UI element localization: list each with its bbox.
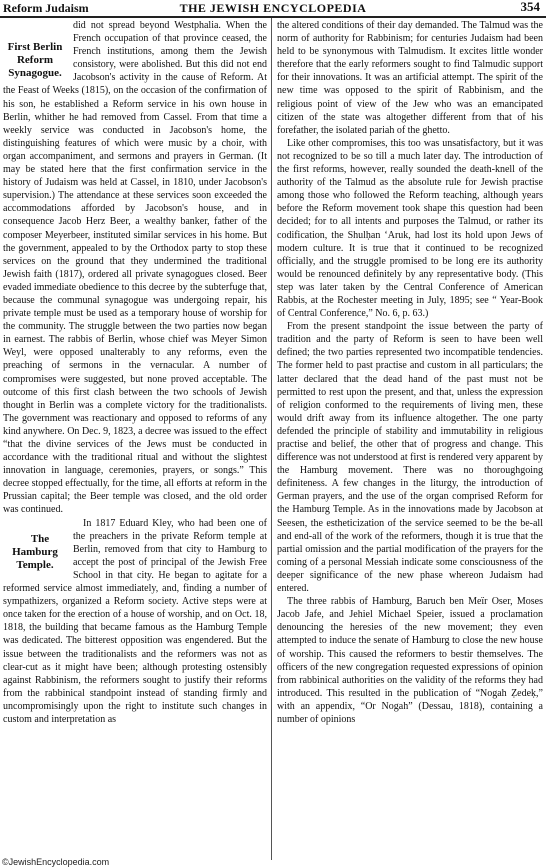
publication-title: THE JEWISH ENCYCLOPEDIA [179,1,367,15]
paragraph-right-2: Like other compromises, this too was unsatisfactory, but it was not recognized to be so till a much later day. The introduction of the first reforms, however, really sounded the death-knell of the authority of the Talmud as the absolute rule for Jewish practise among those who followed the Reform teaching, although years before the Reform movement took shape this question had been decided; for to all intents and purposes the Talmud, or rather its codification, the Shulḥan ‘Aruk, had lost its hold upon Jews of modern culture. It is true that it continued to be recognized officially, and the struggle promised to be long ere its authority would be renounced definitely by any representative body. (This step was later taken by the Central Conference of American Rabbis, at the Rochester meeting in July, 1895; see “ Year-Book of Central Conference,” No. 6, p. 63.) [277,137,543,320]
paragraph-right-4: The three rabbis of Hamburg, Baruch ben Meïr Oser, Moses Jacob Jafe, and Jehiel Michael Speier, issued a proclamation denouncing the heresies of the new movement; they even attempted to induce the senate of Hamburg to close the new house of worship. This caused the reformers to bestir themselves. The officers of the new congregation requested expressions of opinion from rabbinical authorities on the validity of the reforms they had introduced. This resulted in the publication of “Nogah Ẓedeḳ,” with an appendix, “Or Nogah” (Dessau, 1818), containing a number of opinions [277,596,543,725]
section-title: Reform Judaism [3,1,89,15]
marginal-heading-first-berlin-reform-synagogue: First Berlin Reform Synagogue. [7,41,63,79]
left-column [3,19,267,857]
page-number: 354 [520,0,540,14]
paragraph-left-1: did not spread beyond Westphalia. When the French occupation of that province ceased, the French institutions, among them the Jewish consistory, were abolished. But this did not end Jacobson's activity in the cause of Reform. At the Feast of Weeks (1815), on the occasion of the confirmation of his son, he established a Reform service in his own house in Berlin, whither he had removed from Cassel. From that time a weekly service was conducted in Jacobson's home, the distinguishing features of which were music by a choir, with organ accompaniment, and sermons and prayers in German. (It may be stated here that the first confirmation service in the history of Judaism was held at Cassel, in 1810, under Jacobson's supervision.) The attendance at these services soon exceeded the accommodations afforded by Jacobson's house, and in consequence Jacob Herz Beer, a wealthy banker, father of the composer Meyerbeer, instituted similar services in his home. But the government, appealed to by the Orthodox party to stop these services on the ground that they undermined the traditional Jewish faith (1817), ordered all private synagogues closed. Beer evaded immediate obedience to this decree by the subterfuge that, because the communal synagogue was undergoing repair, his private temple must be used as a temporary house of worship for the community. The struggle between the two parties now began in earnest. The rabbis of Berlin, whose chief was Meyer Simon Weyl, were opposed unalterably to any reforms, even the preaching of sermons in the vernacular. A number of compromises were suggested, but none proved acceptable. The outcome of this first clash between the two schools of Jewish thought in Berlin was a complete victory for the traditionalists. The government was reactionary and opposed to reforms of any kind anywhere. On Dec. 9, 1823, a decree was issued to the effect “that the divine services of the Jews must be conducted in accordance with the traditional ritual and without the slightest innovation in language, ceremonies, prayers, or songs.” This decree stopped effectually, for the time, all efforts at reform in the Prussian capital; the Beer temple was closed, and the old order was continued. [3,20,267,516]
paragraph-right-3: From the present standpoint the issue between the party of tradition and the party of Reform is seen to have been well defined; the two parties represented two incompatible tendencies. The former held to past practise and custom in all particulars; the latter declared that the dead hand of the past must not be permitted to rest upon the present, and that, unless the expression of religion conformed to the requirements of living men, these would drift away from its influence altogether. The one party defended the principle of stability and immutability in religious practise and belief, the other that of progress and change. This difference was not understood at first is rendered very apparent by the Hamburg movement. There was no thoroughgoing definiteness. A few changes in the liturgy, the introduction of German prayers, and the use of the organ comprised Reform for the Hamburg Temple. As in the innovations made by Jacobson at Seesen, the estheticization of the service seemed to be the be-all and end-all of the work of the reformers, though it is true that the partial omission and the partial modification of the prayers for the coming of a personal Messiah indicate some consciousness of the deeper significance of the new phase whereon Judaism had entered. [277,321,543,595]
right-column [277,19,543,857]
running-header [0,0,546,18]
paragraph-left-2: In 1817 Eduard Kley, who had been one of the preachers in the private Reform temple at Berlin, removed from that city to Hamburg to accept the post of principal of the Jewish Free School in that city. He began to agitate for a reformed service almost immediately, and, finding a number of sympathizers, organized a Reform society. Active steps were at once taken for the erection of a house of worship, and on Oct. 18, 1818, the building that became famous as the Hamburg Temple was dedicated. The bitterest opposition was engendered. But the issue between the traditionalists and the reformers was not as clear-cut as it might have been; although protesting ostensibly against Rabbinism, the reformers sought to justify their reforms from the rabbinical standpoint instead of standing firmly and uncompromisingly upon the right to institute such changes in custom and interpretation as [3,517,267,725]
copyright-watermark: ©JewishEncyclopedia.com [2,857,110,867]
marginal-heading-hamburg-temple: The Hamburg Temple. [12,532,58,571]
paragraph-right-1: the altered conditions of their day demanded. The Talmud was the norm of authority for Rabbinism; for centuries Judaism had been held to be synonymous with Talmudism. It excites little wonder therefore that the early reformers sought to find Talmudic support for their innovations. It was an artificial attempt. The spirit of the new time was opposed to the spirit of Rabbinism, and the religious point of view of the Jew who was an emancipated citizen of the state was altogether different from that of his forefather, the isolated pariah of the ghetto. [277,20,543,136]
column-divider [271,18,272,860]
